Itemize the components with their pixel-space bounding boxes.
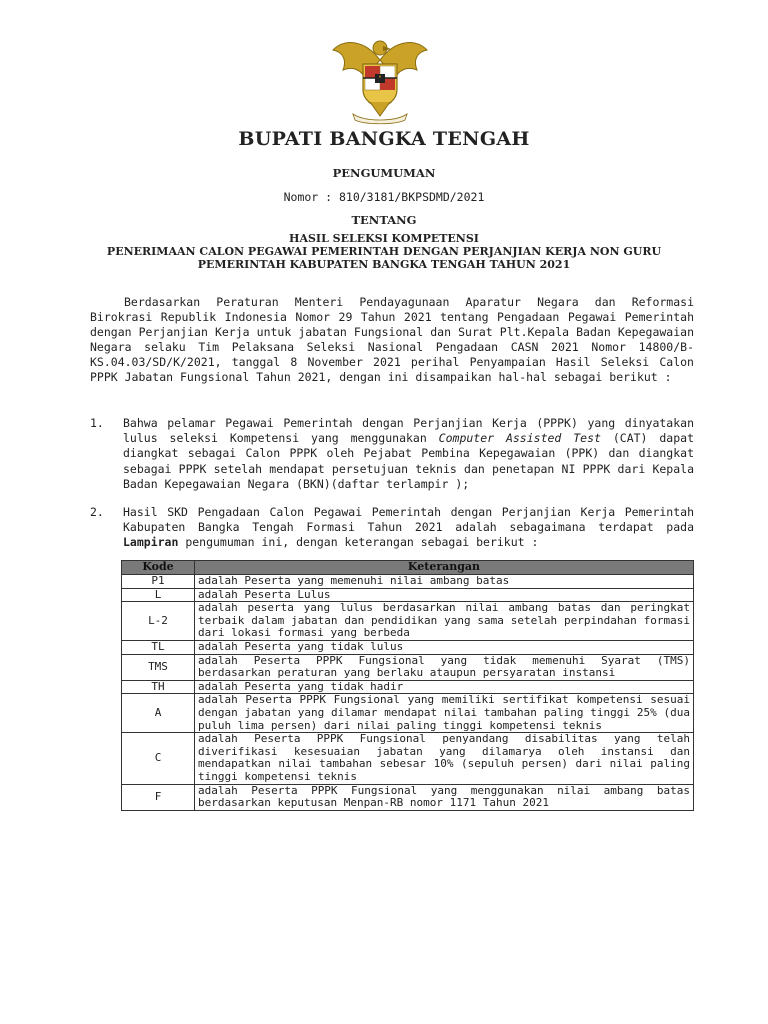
- document-title: BUPATI BANGKA TENGAH: [238, 128, 530, 150]
- intro-paragraph: Berdasarkan Peraturan Menteri Pendayagunaan Aparatur Negara dan Reformasi Birokrasi Republik Indonesia Nomor 29 Tahun 2021 tentang Pengadaan Pegawai Pemerintah dengan Perjanjian Kerja untuk jabatan Fungsional dan Surat Plt.Kepala Badan Kepegawaian Negara selaku Tim Pelaksana Seleksi Nasional Pengadaan CASN 2021 Nomor 14800/B-KS.04.03/SD/K/2021, tanggal 8 November 2021 perihal Penyampaian Hasil Seleksi Calon PPPK Jabatan Fungsional Tahun 2021, dengan ini disampaikan hal-hal sebagai berikut :: [90, 295, 694, 384]
- keterangan-cell: adalah Peserta PPPK Fungsional yang menggunakan nilai ambang batas berdasarkan keputusan Menpan-RB nomor 1171 Tahun 2021: [195, 784, 694, 810]
- kode-cell: F: [122, 784, 195, 810]
- item-number: 1.: [90, 416, 104, 430]
- keterangan-cell: adalah Peserta yang tidak lulus: [195, 640, 694, 654]
- subject-line-2: PENERIMAAN CALON PEGAWAI PEMERINTAH DENGAN PERJANJIAN KERJA NON GURU: [106, 245, 662, 258]
- kode-cell: P1: [122, 575, 195, 589]
- table-row: [122, 784, 694, 810]
- keterangan-cell: adalah peserta yang lulus berdasarkan nilai ambang batas dan peringkat terbaik dalam jabatan dan pendidikan yang sama setelah perpindahan formasi dari lokasi formasi yang berbeda: [195, 602, 694, 641]
- table-row: [122, 575, 694, 589]
- kode-cell: TH: [122, 680, 195, 694]
- kode-cell: L-2: [122, 602, 195, 641]
- keterangan-cell: adalah Peserta PPPK Fungsional yang memiliki sertifikat kompetensi sesuai dengan jabatan yang dilamar mendapat nilai tambahan paling tinggi 25% (dua puluh lima persen) dari nilai paling tinggi kompetensi teknis: [195, 694, 694, 733]
- kode-cell: L: [122, 588, 195, 602]
- column-header-kode: Kode: [122, 561, 195, 575]
- garuda-emblem: [325, 30, 435, 125]
- announcement-heading: PENGUMUMAN: [332, 166, 436, 180]
- document-number: Nomor : 810/3181/BKPSDMD/2021: [283, 190, 485, 204]
- table-row: [122, 694, 694, 733]
- item-number: 2.: [90, 505, 104, 519]
- about-heading: TENTANG: [351, 213, 417, 227]
- kode-cell: A: [122, 694, 195, 733]
- keterangan-cell: adalah Peserta yang tidak hadir: [195, 680, 694, 694]
- kode-cell: TL: [122, 640, 195, 654]
- keterangan-table: [121, 560, 694, 811]
- table-row: [122, 640, 694, 654]
- keterangan-cell: adalah Peserta Lulus: [195, 588, 694, 602]
- list-item: Hasil SKD Pengadaan Calon Pegawai Pemerintah dengan Perjanjian Kerja Pemerintah Kabupaten Bangka Tengah Formasi Tahun 2021 adalah sebagaimana terdapat pada Lampiran pengumuman ini, dengan keterangan sebagai berikut :: [123, 505, 694, 550]
- italic-term: Computer Assisted Test: [438, 431, 601, 446]
- subject-line-3: PEMERINTAH KABUPATEN BANGKA TENGAH TAHUN 2021: [197, 258, 571, 271]
- table-row: [122, 654, 694, 680]
- table-row: [122, 733, 694, 784]
- keterangan-cell: adalah Peserta PPPK Fungsional penyandang disabilitas yang telah diverifikasi kesesuaian jabatan yang dilamarya oleh instansi dan mendapatkan nilai tambahan sebesar 10% (sepuluh persen) dari nilai paling tinggi kompetensi teknis: [195, 733, 694, 784]
- keterangan-cell: adalah Peserta yang memenuhi nilai ambang batas: [195, 575, 694, 589]
- table-row: [122, 602, 694, 641]
- keterangan-cell: adalah Peserta PPPK Fungsional yang tidak memenuhi Syarat (TMS) berdasarkan peraturan yang berlaku ataupun persyaratan instansi: [195, 654, 694, 680]
- kode-cell: C: [122, 733, 195, 784]
- table-header-row: [122, 561, 694, 575]
- list-item: Bahwa pelamar Pegawai Pemerintah dengan Perjanjian Kerja (PPPK) yang dinyatakan lulus seleksi Kompetensi yang menggunakan Computer Assisted Test (CAT) dapat diangkat sebagai Calon PPPK oleh Pejabat Pembina Kepegawaian (PPK) dan diangkat sebagai PPPK setelah mendapat persetujuan teknis dan penetapan NI PPPK dari Kepala Badan Kepegawaian Negara (BKN)(daftar terlampir );: [123, 416, 694, 491]
- kode-cell: TMS: [122, 654, 195, 680]
- bold-term: Lampiran: [123, 535, 179, 550]
- subject-line-1: HASIL SELEKSI KOMPETENSI: [289, 232, 479, 245]
- table-row: [122, 588, 694, 602]
- table-row: [122, 680, 694, 694]
- column-header-keterangan: Keterangan: [195, 561, 694, 575]
